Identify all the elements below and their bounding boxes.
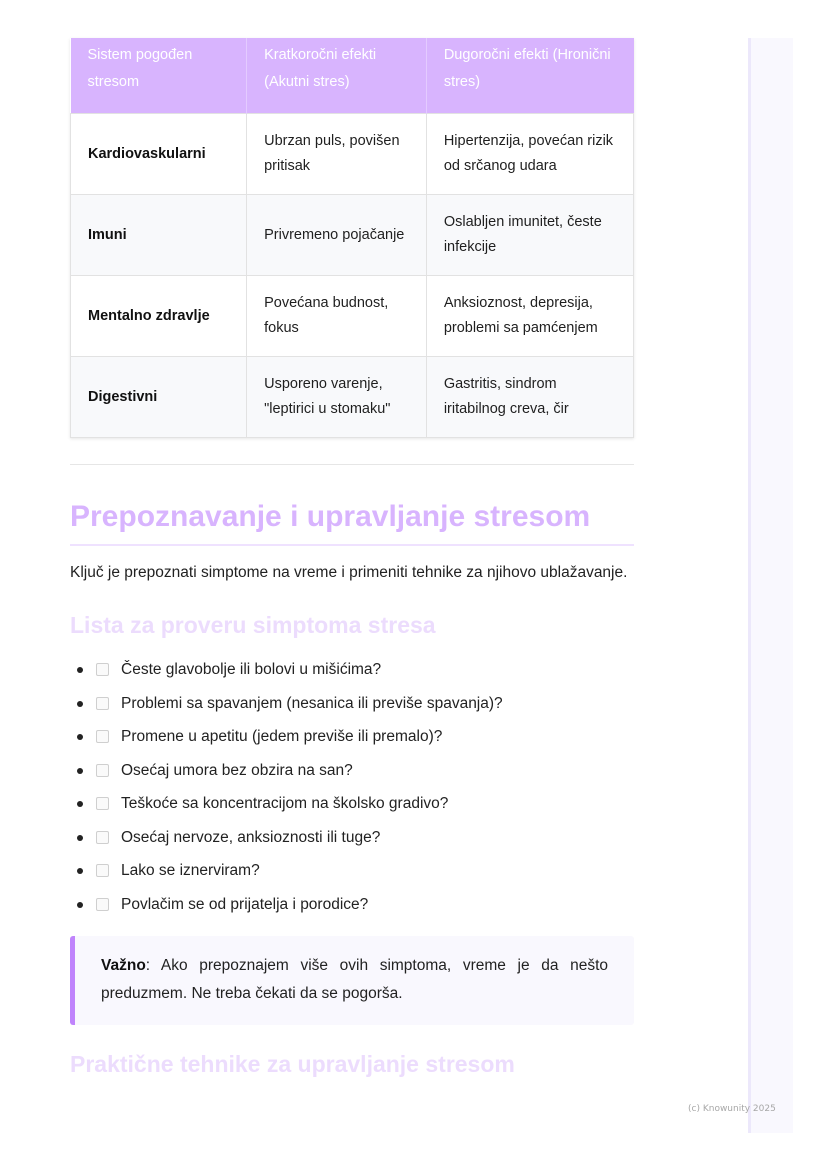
table-header-cell: Sistem pogođen stresom [71,38,247,114]
checklist-item-label: Problemi sa spavanjem (nesanica ili previše spavanja)? [121,694,503,712]
next-section-heading: Praktične tehnike za upravljanje stresom [70,1051,515,1077]
note-text: : Ako prepoznajem više ovih simptoma, vreme je da nešto preduzmem. Ne treba čekati da se pogorša. [101,957,608,1002]
checkbox[interactable] [96,663,109,676]
symptom-checklist [70,653,634,921]
checkbox[interactable] [96,864,109,877]
checklist-item [70,821,634,855]
copyright-footer: (c) Knowunity 2025 [688,1104,776,1114]
bullet-icon [77,868,83,874]
bullet-icon [77,667,83,673]
short-term-cell: Povećana budnost, fokus [247,276,427,357]
checklist-item [70,720,634,754]
system-cell: Mentalno zdravlje [71,276,247,357]
checklist-item [70,888,634,922]
intro-paragraph: Ključ je prepoznati simptome na vreme i primeniti tehnike za njihovo ublažavanje. [70,564,628,581]
bullet-icon [77,701,83,707]
checklist-item-label: Povlačim se od prijatelja i porodice? [121,895,369,913]
system-cell: Imuni [71,195,247,276]
bullet-icon [77,902,83,908]
checkbox[interactable] [96,831,109,844]
side-panel [748,38,793,1133]
note-label: Važno [101,957,146,974]
short-term-cell: Privremeno pojačanje [247,195,427,276]
table-row [71,276,634,357]
table-row [71,114,634,195]
long-term-cell: Oslabljen imunitet, česte infekcije [426,195,633,276]
table-header-cell: Dugoročni efekti (Hronični stres) [426,38,633,114]
bullet-icon [77,768,83,774]
table-header-cell: Kratkoročni efekti (Akutni stres) [247,38,427,114]
short-term-cell: Usporeno varenje, "leptirici u stomaku" [247,357,427,438]
checklist-item-label: Lako se iznerviram? [121,862,260,879]
checkbox[interactable] [96,797,109,810]
checklist-item-label: Osećaj nervoze, anksioznosti ili tuge? [121,828,381,846]
table-row [71,357,634,438]
document-content [70,38,634,1079]
checkbox[interactable] [96,730,109,743]
system-cell: Kardiovaskularni [71,114,247,195]
long-term-cell: Hipertenzija, povećan rizik od srčanog udara [426,114,633,195]
bullet-icon [77,835,83,841]
checklist-item [70,787,634,821]
checklist-item-label: Promene u apetitu (jedem previše ili premalo)? [121,728,443,745]
bullet-icon [77,734,83,740]
checkbox[interactable] [96,898,109,911]
checkbox[interactable] [96,764,109,777]
checklist-item [70,687,634,721]
system-cell: Digestivni [71,357,247,438]
checklist-item-label: Osećaj umora bez obzira na san? [121,761,353,779]
checklist-heading: Lista za proveru simptoma stresa [70,612,436,638]
table-header-row [71,38,634,114]
checklist-item [70,653,634,687]
important-note [70,936,634,1025]
stress-effects-table [70,38,634,438]
checklist-item-label: Teškoće sa koncentracijom na školsko gradivo? [121,795,449,812]
checklist-item-label: Česte glavobolje ili bolovi u mišićima? [121,661,382,678]
section-heading: Prepoznavanje i upravljanje stresom [70,499,634,546]
section-divider [70,464,634,465]
checklist-item [70,754,634,788]
bullet-icon [77,801,83,807]
long-term-cell: Gastritis, sindrom iritabilnog creva, čir [426,357,633,438]
checklist-item [70,854,634,888]
short-term-cell: Ubrzan puls, povišen pritisak [247,114,427,195]
checkbox[interactable] [96,697,109,710]
long-term-cell: Anksioznost, depresija, problemi sa pamćenjem [426,276,633,357]
table-row [71,195,634,276]
